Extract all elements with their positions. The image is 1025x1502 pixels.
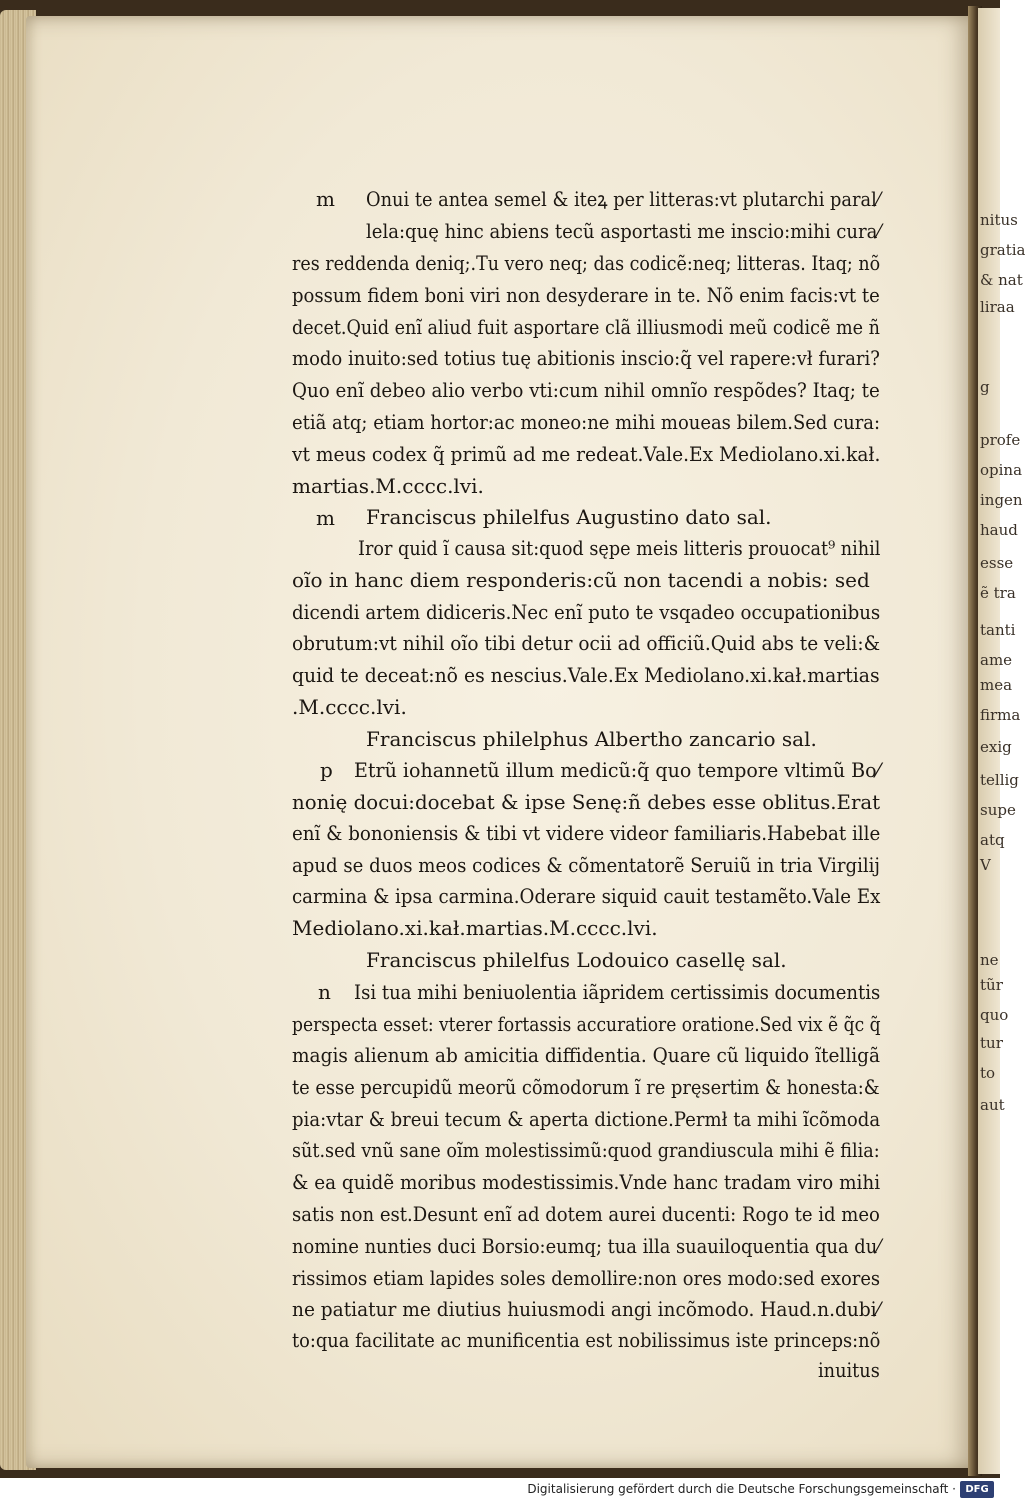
facing-page-fragment: quo	[980, 1006, 1009, 1024]
guide-initial: n	[318, 980, 331, 1004]
facing-page-fragment: profe	[980, 431, 1021, 449]
text-line: Onui te antea semel & iteꝝ per litteras:vt plutarchi paral⁄	[366, 187, 880, 211]
text-line: perspecta esset: vterer fortassis accuratiore oratione.Sed vix ẽ q̃c q̃	[292, 1012, 881, 1036]
text-line: decet.Quid enĩ aliud fuit asportare clã illiusmodi meũ codicẽ me ñ	[292, 315, 880, 339]
text-line: pia:vtar & breui tecum & aperta dictione.Permł ta mihi ĩcõmoda	[292, 1107, 881, 1131]
facing-page-fragment: gratia	[980, 241, 1025, 259]
text-line: .M.cccc.lvi.	[292, 695, 407, 719]
facing-page-fragment: exig	[980, 738, 1012, 756]
guide-initial: m	[316, 187, 335, 211]
facing-page-fragment: mea	[980, 676, 1013, 694]
text-line: nonię docui:docebat & ipse Senę:ñ debes esse oblitus.Erat	[292, 790, 881, 814]
text-line: carmina & ipsa carmina.Oderare siquid cauit testamẽto.Vale Ex	[292, 884, 881, 908]
text-line: possum fidem boni viri non desyderare in te. Nõ enim facis:vt te	[292, 283, 880, 307]
text-line: modo inuito:sed totius tuę abitionis inscio:q̃ vel rapere:vł furari?	[292, 346, 880, 370]
facing-page-fragment: g	[980, 378, 990, 396]
text-line: etiã atq; etiam hortor:ac moneo:ne mihi moueas bilem.Sed cura:	[292, 410, 881, 434]
footer-bar	[0, 1478, 1000, 1502]
text-line: Isi tua mihi beniuolentia iãpridem certissimis documentis	[354, 980, 881, 1004]
text-line: ne patiatur me diutius huiusmodi angi incõmodo. Haud.n.dubi⁄	[292, 1297, 880, 1321]
text-line: dicendi artem didiceris.Nec enĩ puto te vsqadeo occupationibus	[292, 600, 881, 624]
facing-page-fragment: tur	[980, 1034, 1003, 1052]
facing-page-fragment: aut	[980, 1096, 1005, 1114]
facing-page-fragment: tũr	[980, 976, 1003, 994]
guide-initial: m	[316, 506, 335, 530]
facing-page-fragment: haud	[980, 521, 1018, 539]
text-line: satis non est.Desunt enĩ ad dotem aurei ducenti: Rogo te id meo	[292, 1202, 880, 1226]
facing-page-fragment: opina	[980, 461, 1023, 479]
text-line: obrutum:vt nihil oĩo tibi detur ocii ad officiũ.Quid abs te veli:&	[292, 631, 881, 655]
text-line: Franciscus philelfus Lodouico casellę sal.	[366, 948, 787, 972]
funding-credit: Digitalisierung gefördert durch die Deutsche Forschungsgemeinschaft ·	[527, 1482, 956, 1496]
facing-page-fragment: ne	[980, 951, 999, 969]
text-line: Mediolano.xi.kał.martias.M.cccc.lvi.	[292, 916, 658, 940]
facing-page-fragment: tanti	[980, 621, 1016, 639]
text-line: lela:quę hinc abiens tecũ asportasti me inscio:mihi cura⁄	[366, 219, 881, 243]
text-line: enĩ & bononiensis & tibi vt videre videor familiaris.Habebat ille	[292, 821, 881, 845]
text-line: vt meus codex q̃ primũ ad me redeat.Vale.Ex Mediolano.xi.kał.	[292, 442, 881, 466]
facing-page-fragment: ame	[980, 651, 1013, 669]
text-line: Franciscus philelfus Augustino dato sal.	[366, 505, 772, 529]
text-line: nomine nunties duci Borsio:eumq; tua illa suauiloquentia qua du⁄	[292, 1234, 881, 1258]
text-line: & ea quidẽ moribus modestissimis.Vnde hanc tradam viro mihi	[292, 1170, 881, 1194]
text-line: martias.M.cccc.lvi.	[292, 474, 484, 498]
facing-page-fragment: esse	[980, 554, 1014, 572]
text-line: Quo enĩ debeo alio verbo vti:cum nihil omnĩo respõdes? Itaq; te	[292, 378, 880, 402]
text-line: Etrũ iohannetũ illum medicũ:q̃ quo tempore vltimũ Bo⁄	[354, 758, 880, 782]
text-line: Iror quid ĩ causa sit:quod sępe meis litteris prouocat⁹ nihil	[358, 536, 881, 560]
text-line: te esse percupidũ meorũ cõmodorum ĩ re pręsertim & honesta:&	[292, 1075, 880, 1099]
facing-page-fragment: V	[980, 856, 991, 874]
text-line: to:qua facilitate ac munificentia est nobilissimus iste princeps:nõ	[292, 1328, 881, 1352]
facing-page-fragment: & nat	[980, 271, 1023, 289]
text-line: apud se duos meos codices & cõmentatorẽ Seruiũ in tria Virgilij	[292, 853, 881, 877]
facing-page	[978, 8, 1025, 1474]
facing-page-fragment: liraa	[980, 298, 1015, 316]
facing-page-fragment: nitus	[980, 211, 1018, 229]
facing-page-fragment: ingen	[980, 491, 1023, 509]
facing-page-fragment: supe	[980, 801, 1016, 819]
text-line: rissimos etiam lapides soles demollire:non ores modo:sed exores	[292, 1266, 881, 1290]
dfg-logo: DFG	[960, 1481, 994, 1498]
text-line: quid te deceat:nõ es nescius.Vale.Ex Mediolano.xi.kał.martias	[292, 663, 880, 687]
text-line: oĩo in hanc diem responderis:cũ non tacendi a nobis: sed	[292, 568, 870, 592]
guide-initial: p	[320, 758, 333, 782]
facing-page-fragment: ẽ tra	[980, 584, 1016, 602]
text-line: inuitus	[818, 1358, 880, 1382]
text-line: magis alienum ab amicitia diffidentia. Quare cũ liquido ĩtelligã	[292, 1043, 881, 1067]
text-line: sũt.sed vnũ sane oĩm molestissimũ:quod grandiuscula mihi ẽ filia:	[292, 1138, 880, 1162]
text-line: Franciscus philelphus Albertho zancario sal.	[366, 727, 817, 751]
text-line: res reddenda deniq;.Tu vero neq; das codicẽ:neq; litteras. Itaq; nõ	[292, 251, 881, 275]
facing-page-fragment: atq	[980, 831, 1005, 849]
facing-page-fragment: to	[980, 1064, 996, 1082]
facing-page-fragment: tellig	[980, 771, 1019, 789]
facing-page-fragment: firma	[980, 706, 1021, 724]
